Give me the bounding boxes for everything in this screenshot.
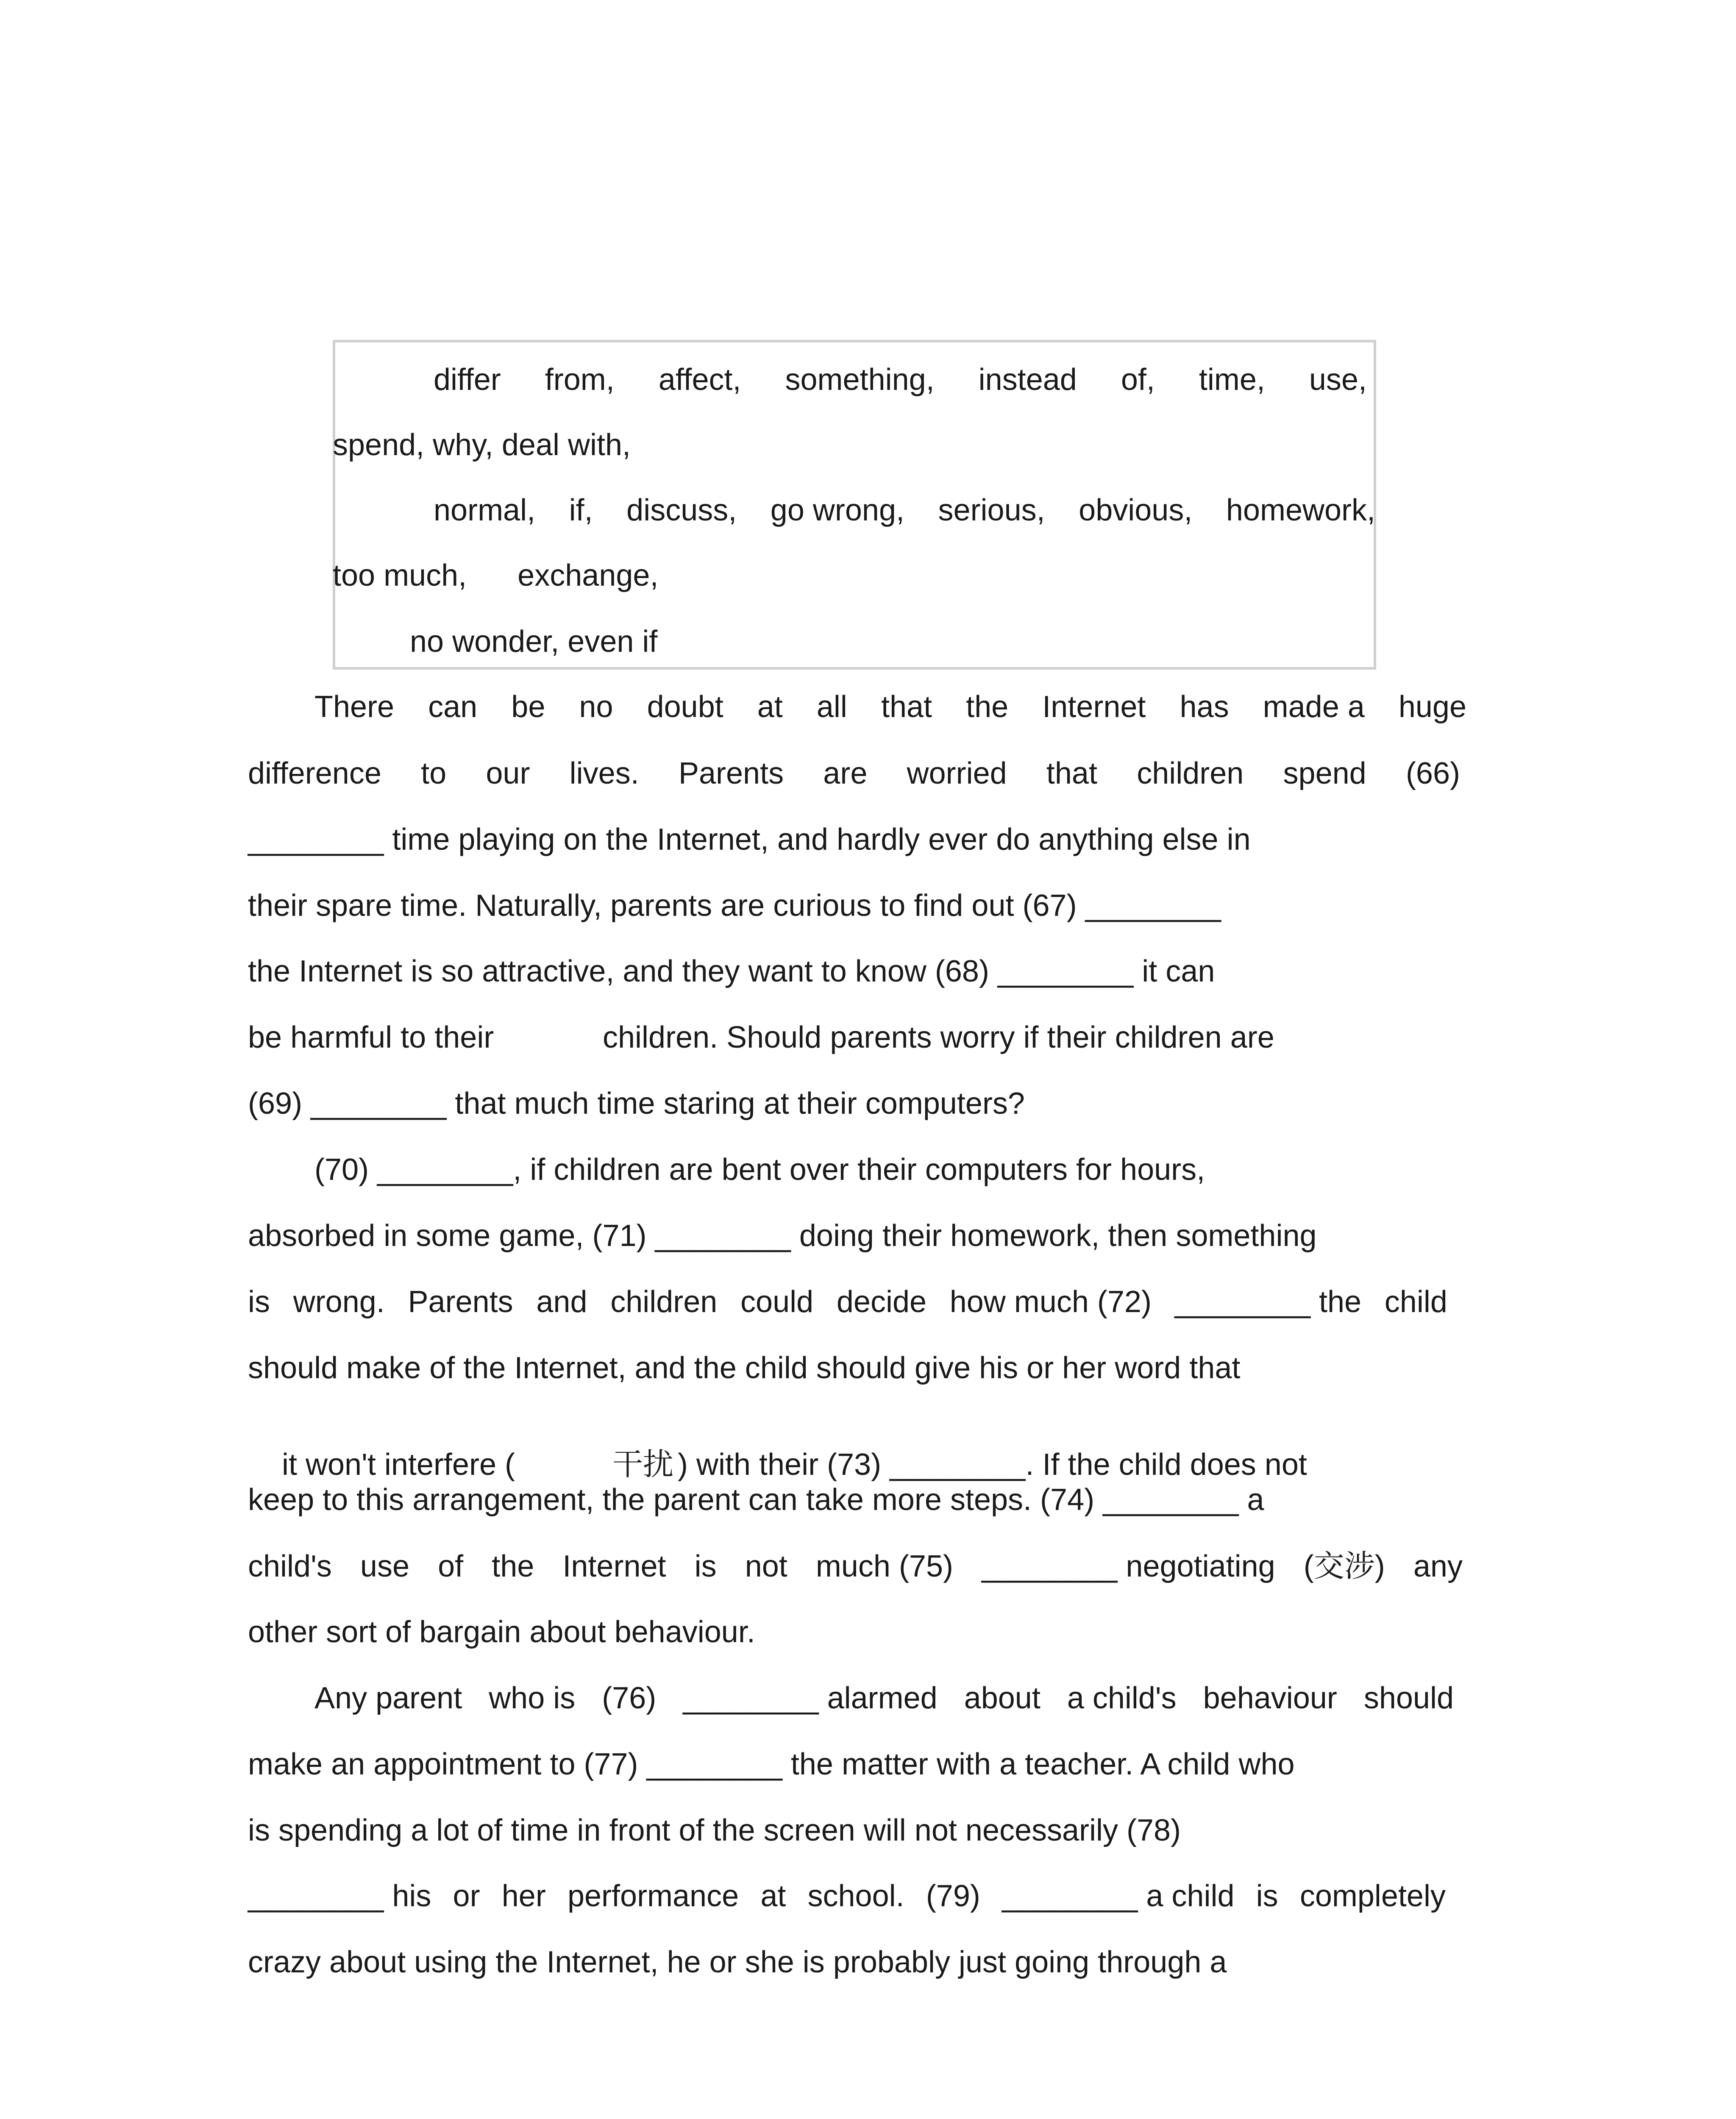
passage-word: children	[1137, 756, 1244, 790]
passage-word: to	[421, 756, 447, 790]
chinese-gloss: 交涉	[1313, 1548, 1375, 1584]
passage-word: not	[745, 1549, 787, 1583]
passage-word: has	[1180, 690, 1229, 724]
passage-word: at	[757, 690, 783, 724]
passage-word: Parents	[678, 756, 784, 790]
passage-word: who is	[489, 1681, 576, 1715]
passage-word: ________ his	[248, 1879, 431, 1913]
passage-word: spend	[1283, 756, 1366, 790]
passage-word: much (75)	[815, 1549, 953, 1583]
passage-line: their spare time. Naturally, parents are curious to find out (67) ________	[248, 889, 1221, 923]
passage-text: it won't interfere (	[282, 1448, 515, 1482]
passage-word: decide	[836, 1285, 927, 1319]
passage-word: is	[1256, 1879, 1278, 1913]
passage-word: school.	[807, 1879, 904, 1913]
passage-word: and	[536, 1285, 587, 1319]
word-bank-word: time,	[1199, 363, 1265, 397]
passage-word: be	[511, 690, 545, 724]
word-bank-line-5: no wonder, even if	[410, 625, 658, 659]
word-bank-word: something,	[785, 363, 935, 397]
passage-word: children	[610, 1285, 718, 1319]
word-bank-word: serious,	[938, 493, 1045, 527]
passage-word: are	[823, 756, 868, 790]
passage-line	[248, 1287, 1447, 1317]
word-bank-word: of,	[1121, 363, 1155, 397]
passage-word: wrong.	[293, 1285, 385, 1319]
word-bank-word: differ	[434, 363, 501, 397]
passage-word: There	[314, 690, 395, 724]
passage-word: is	[248, 1285, 270, 1319]
passage-text: ) with their (73) ________. If the child does not	[677, 1448, 1307, 1482]
word-bank-word: affect,	[658, 363, 741, 397]
passage-word: our	[486, 756, 530, 790]
passage-word: (76)	[602, 1681, 657, 1715]
word-bank-word: go wrong,	[770, 493, 904, 527]
passage-line: ________ time playing on the Internet, and hardly ever do anything else in	[248, 823, 1251, 856]
passage-word: behaviour	[1203, 1681, 1337, 1715]
passage-line	[314, 692, 1466, 722]
passage-word: her	[501, 1879, 546, 1913]
passage-word: all	[816, 690, 847, 724]
word-bank-word: obvious,	[1079, 493, 1193, 527]
passage-word: (79)	[926, 1879, 980, 1913]
passage-word: any	[1413, 1549, 1463, 1583]
word-bank-word: discuss,	[626, 493, 737, 527]
passage-word: child	[1384, 1285, 1447, 1319]
passage-line: is spending a lot of time in front of the screen will not necessarily (78)	[248, 1813, 1181, 1847]
passage-word: about	[964, 1681, 1040, 1715]
passage-word: the	[492, 1549, 534, 1583]
passage-word: no	[579, 690, 613, 724]
passage-line: children. Should parents worry if their children are	[603, 1021, 1274, 1054]
passage-line: be harmful to their	[248, 1021, 494, 1054]
passage-word: could	[740, 1285, 814, 1319]
passage-word: of	[438, 1549, 464, 1583]
passage-word: ________ the	[1174, 1285, 1362, 1319]
passage-word: lives.	[569, 756, 639, 790]
passage-word: how much (72)	[949, 1285, 1152, 1319]
passage-line: absorbed in some game, (71) ________ doing their homework, then something	[248, 1219, 1317, 1253]
passage-word: Parents	[408, 1285, 513, 1319]
passage-word: can	[428, 690, 478, 724]
passage-word: Internet	[1042, 690, 1146, 724]
word-bank-box	[333, 340, 1376, 670]
passage-word: difference	[248, 756, 381, 790]
chinese-gloss: 干扰	[612, 1446, 673, 1482]
passage-word: completely	[1299, 1879, 1446, 1913]
passage-word: a child's	[1067, 1681, 1177, 1715]
passage-word: Internet	[562, 1549, 666, 1583]
passage-word: worried	[907, 756, 1007, 790]
word-bank-line-1	[434, 364, 1367, 395]
passage-line	[248, 758, 1460, 789]
passage-word: that	[1046, 756, 1097, 790]
passage-line	[314, 1683, 1454, 1713]
word-bank-word: instead	[978, 363, 1077, 397]
paren-close: )	[1374, 1549, 1385, 1583]
passage-word: ________ alarmed	[683, 1681, 938, 1715]
passage-word: Any parent	[314, 1681, 462, 1715]
passage-word: performance	[567, 1879, 739, 1913]
passage-word: that	[881, 690, 932, 724]
passage-line: the Internet is so attractive, and they want to know (68) ________ it can	[248, 954, 1215, 988]
passage-line: (70) ________, if children are bent over their computers for hours,	[314, 1153, 1205, 1187]
word-bank-line-3	[434, 495, 1375, 526]
passage-word: child's	[248, 1549, 332, 1583]
passage-line: keep to this arrangement, the parent can take more steps. (74) ________ a	[248, 1483, 1264, 1517]
paren-open: (	[1303, 1549, 1314, 1583]
passage-word: should	[1363, 1681, 1454, 1715]
word-bank-word: from,	[545, 363, 615, 397]
passage-word: use	[360, 1549, 409, 1583]
passage-word: huge	[1398, 690, 1466, 724]
passage-line: other sort of bargain about behaviour.	[248, 1615, 755, 1649]
word-bank-word: use,	[1309, 363, 1367, 397]
chinese-gloss-group	[1303, 1548, 1385, 1584]
passage-line: (69) ________ that much time staring at their computers?	[248, 1087, 1025, 1121]
passage-word: at	[760, 1879, 786, 1913]
passage-word: or	[453, 1879, 480, 1913]
word-bank-word: if,	[569, 493, 593, 527]
passage-word: is	[694, 1549, 717, 1583]
passage-line: should make of the Internet, and the child should give his or her word that	[248, 1351, 1241, 1385]
passage-word: ________ a child	[1002, 1879, 1235, 1913]
passage-word: (66)	[1405, 756, 1460, 790]
passage-word: ________ negotiating	[982, 1549, 1275, 1583]
word-bank-line-4: too much, exchange,	[333, 559, 659, 592]
passage-line	[248, 1548, 1463, 1584]
word-bank-word: homework,	[1226, 493, 1375, 527]
passage-line: crazy about using the Internet, he or she is probably just going through a	[248, 1945, 1227, 1979]
passage-line	[248, 1881, 1446, 1911]
word-bank-line-2: spend, why, deal with,	[333, 428, 631, 462]
passage-word: the	[966, 690, 1009, 724]
passage-line: make an appointment to (77) ________ the matter with a teacher. A child who	[248, 1747, 1295, 1781]
passage-word: made a	[1263, 690, 1365, 724]
passage-word: doubt	[647, 690, 723, 724]
word-bank-word: normal,	[434, 493, 536, 527]
